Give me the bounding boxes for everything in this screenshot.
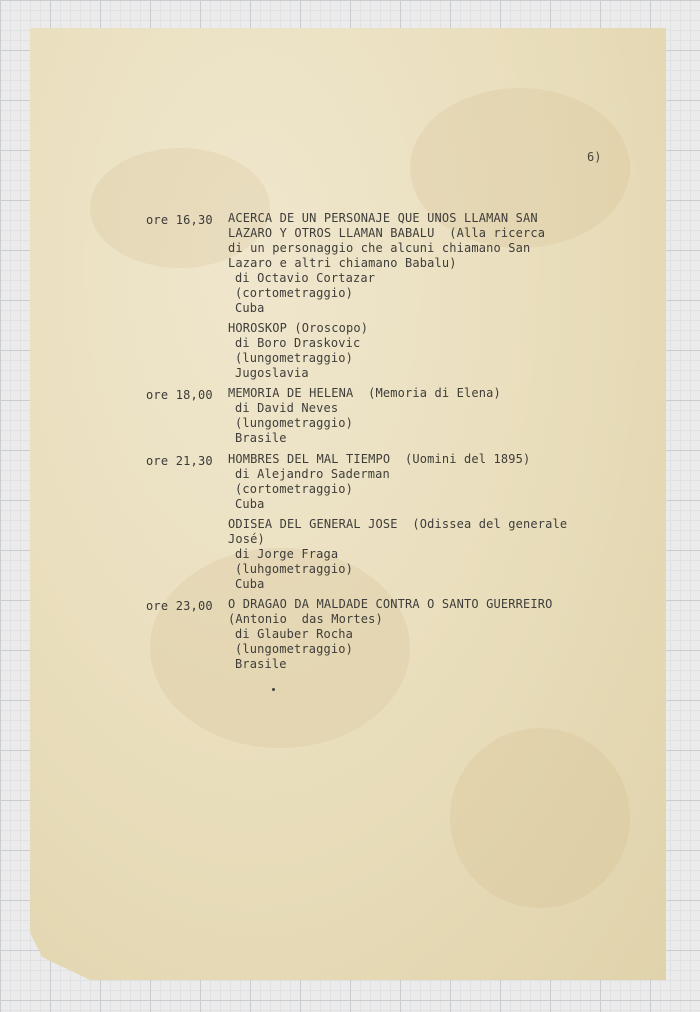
film-title-line: LAZARO Y OTROS LLAMAN BABALU (Alla ricerca xyxy=(228,226,546,240)
film-format: (luhgometraggio) xyxy=(235,562,353,576)
film-format: (cortometraggio) xyxy=(235,286,353,300)
film-country: Brasile xyxy=(235,657,287,671)
film-title-line: HOROSKOP (Oroscopo) xyxy=(228,321,369,335)
film-director: di Jorge Fraga xyxy=(235,547,339,561)
film-country: Brasile xyxy=(235,431,287,445)
film-country: Cuba xyxy=(235,577,265,591)
time-slot-1630: ore 16,30 xyxy=(146,213,213,227)
film-country: Cuba xyxy=(235,301,265,315)
film-title-line: José) xyxy=(228,532,265,546)
film-director: di Octavio Cortazar xyxy=(235,271,376,285)
film-director: di David Neves xyxy=(235,401,339,415)
film-title-line: O DRAGAO DA MALDADE CONTRA O SANTO GUERREIRO xyxy=(228,597,553,611)
film-country: Cuba xyxy=(235,497,265,511)
time-slot-2300: ore 23,00 xyxy=(146,599,213,613)
time-slot-1800: ore 18,00 xyxy=(146,388,213,402)
film-title-line: HOMBRES DEL MAL TIEMPO (Uomini del 1895) xyxy=(228,452,531,466)
film-title-line: ACERCA DE UN PERSONAJE QUE UNOS LLAMAN SAN xyxy=(228,211,538,225)
ink-dot xyxy=(272,688,275,691)
film-title-line: di un personaggio che alcuni chiamano San xyxy=(228,241,531,255)
film-format: (lungometraggio) xyxy=(235,642,353,656)
film-format: (lungometraggio) xyxy=(235,416,353,430)
time-slot-2130: ore 21,30 xyxy=(146,454,213,468)
film-format: (cortometraggio) xyxy=(235,482,353,496)
film-country: Jugoslavia xyxy=(235,366,309,380)
film-title-line: MEMORIA DE HELENA (Memoria di Elena) xyxy=(228,386,501,400)
film-director: di Glauber Rocha xyxy=(235,627,353,641)
film-director: di Boro Draskovic xyxy=(235,336,361,350)
film-director: di Alejandro Saderman xyxy=(235,467,390,481)
film-format: (lungometraggio) xyxy=(235,351,353,365)
film-title-line: Lazaro e altri chiamano Babalu) xyxy=(228,256,457,270)
typewritten-page xyxy=(30,28,666,980)
film-title-line: ODISEA DEL GENERAL JOSE (Odissea del generale xyxy=(228,517,568,531)
film-title-line: (Antonio das Mortes) xyxy=(228,612,383,626)
page-number: 6) xyxy=(587,150,602,164)
